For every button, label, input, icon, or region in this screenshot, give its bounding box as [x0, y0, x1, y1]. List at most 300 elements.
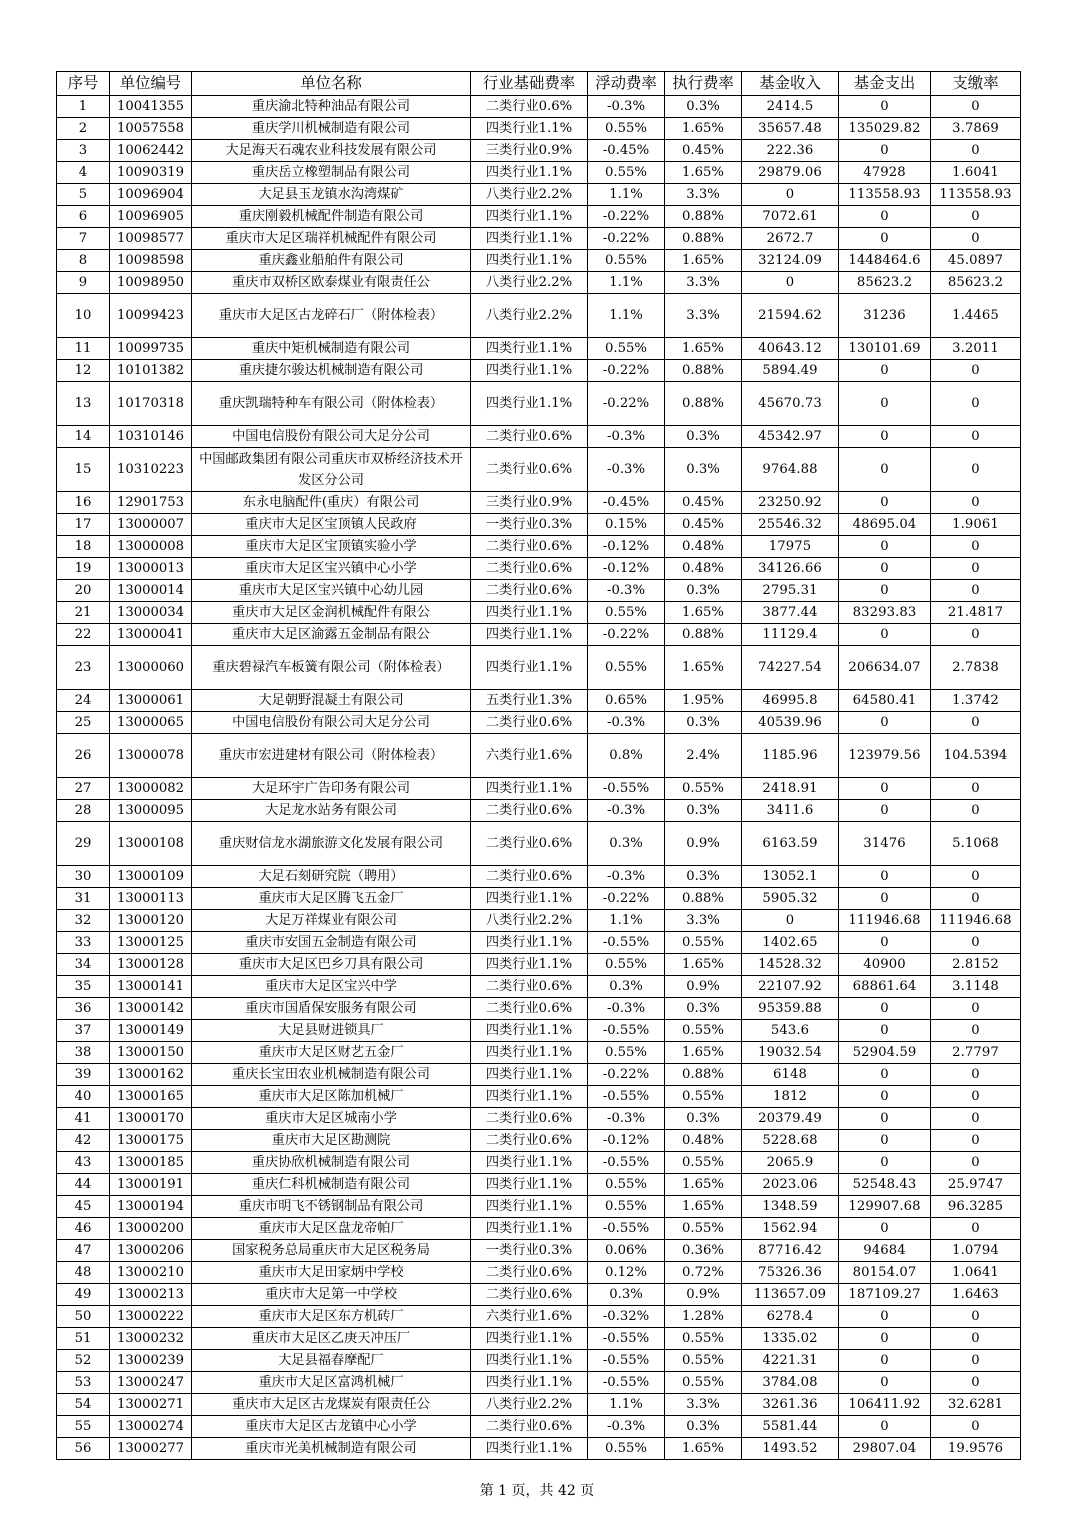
table-row [57, 1438, 1021, 1460]
table-row [57, 338, 1021, 360]
cell-base-rate: 二类行业0.6% [471, 976, 588, 998]
cell-payout-ratio: 0 [931, 866, 1021, 888]
cell-fund-expense: 47928 [839, 162, 931, 184]
cell-unit-code: 13000108 [110, 822, 192, 866]
cell-fund-income: 5228.68 [742, 1130, 839, 1152]
cell-unit-code: 10310223 [110, 448, 192, 492]
cell-floating-rate: -0.3% [588, 1416, 665, 1438]
cell-applied-rate: 0.55% [665, 1086, 742, 1108]
table-row [57, 448, 1021, 492]
cell-base-rate: 六类行业1.6% [471, 1306, 588, 1328]
cell-base-rate: 四类行业1.1% [471, 1328, 588, 1350]
cell-unit-name: 重庆市大足区陈加机械厂 [192, 1086, 471, 1108]
cell-floating-rate: -0.55% [588, 1328, 665, 1350]
cell-unit-name: 大足县财进锁具厂 [192, 1020, 471, 1042]
cell-unit-name: 重庆市双桥区欧泰煤业有限责任公 [192, 272, 471, 294]
cell-applied-rate: 1.65% [665, 118, 742, 140]
cell-applied-rate: 3.3% [665, 272, 742, 294]
table-row [57, 1086, 1021, 1108]
cell-payout-ratio: 0 [931, 140, 1021, 162]
cell-fund-income: 40643.12 [742, 338, 839, 360]
cell-index: 54 [57, 1394, 110, 1416]
cell-unit-name: 重庆市大足区东方机砖厂 [192, 1306, 471, 1328]
cell-index: 20 [57, 580, 110, 602]
cell-unit-code: 13000014 [110, 580, 192, 602]
cell-fund-income: 13052.1 [742, 866, 839, 888]
cell-fund-expense: 48695.04 [839, 514, 931, 536]
cell-floating-rate: -0.45% [588, 140, 665, 162]
cell-applied-rate: 0.88% [665, 1064, 742, 1086]
cell-unit-code: 10090319 [110, 162, 192, 184]
cell-applied-rate: 0.55% [665, 1218, 742, 1240]
cell-applied-rate: 0.45% [665, 492, 742, 514]
cell-index: 53 [57, 1372, 110, 1394]
cell-index: 19 [57, 558, 110, 580]
cell-fund-income: 6278.4 [742, 1306, 839, 1328]
cell-unit-code: 13000210 [110, 1262, 192, 1284]
cell-applied-rate: 0.55% [665, 932, 742, 954]
cell-index: 45 [57, 1196, 110, 1218]
cell-fund-expense: 0 [839, 206, 931, 228]
cell-unit-name: 重庆岳立橡塑制品有限公司 [192, 162, 471, 184]
cell-index: 10 [57, 294, 110, 338]
cell-payout-ratio: 1.9061 [931, 514, 1021, 536]
cell-unit-code: 13000113 [110, 888, 192, 910]
cell-floating-rate: 0.55% [588, 1042, 665, 1064]
cell-base-rate: 二类行业0.6% [471, 1284, 588, 1306]
cell-fund-income: 22107.92 [742, 976, 839, 998]
cell-applied-rate: 0.3% [665, 580, 742, 602]
cell-index: 7 [57, 228, 110, 250]
cell-base-rate: 四类行业1.1% [471, 1174, 588, 1196]
cell-payout-ratio: 0 [931, 778, 1021, 800]
cell-applied-rate: 0.88% [665, 888, 742, 910]
cell-floating-rate: 0.55% [588, 954, 665, 976]
cell-base-rate: 四类行业1.1% [471, 250, 588, 272]
table-row [57, 1416, 1021, 1438]
cell-floating-rate: 0.3% [588, 976, 665, 998]
cell-base-rate: 四类行业1.1% [471, 954, 588, 976]
cell-fund-income: 32124.09 [742, 250, 839, 272]
cell-fund-expense: 0 [839, 800, 931, 822]
cell-applied-rate: 1.65% [665, 250, 742, 272]
table-row [57, 1174, 1021, 1196]
header-fund-expense: 基金支出 [839, 72, 931, 96]
cell-applied-rate: 0.72% [665, 1262, 742, 1284]
cell-payout-ratio: 0 [931, 1306, 1021, 1328]
cell-payout-ratio: 0 [931, 558, 1021, 580]
cell-unit-code: 13000095 [110, 800, 192, 822]
cell-fund-income: 45670.73 [742, 382, 839, 426]
cell-fund-income: 6148 [742, 1064, 839, 1086]
cell-unit-name: 重庆仁科机械制造有限公司 [192, 1174, 471, 1196]
cell-fund-expense: 0 [839, 778, 931, 800]
cell-payout-ratio: 1.4465 [931, 294, 1021, 338]
cell-fund-income: 2418.91 [742, 778, 839, 800]
cell-fund-expense: 83293.83 [839, 602, 931, 624]
cell-applied-rate: 2.4% [665, 734, 742, 778]
table-row [57, 1262, 1021, 1284]
cell-unit-name: 重庆市光美机械制造有限公司 [192, 1438, 471, 1460]
cell-index: 29 [57, 822, 110, 866]
cell-fund-income: 2795.31 [742, 580, 839, 602]
cell-base-rate: 四类行业1.1% [471, 624, 588, 646]
cell-payout-ratio: 3.7869 [931, 118, 1021, 140]
cell-base-rate: 二类行业0.6% [471, 1262, 588, 1284]
cell-floating-rate: -0.12% [588, 1130, 665, 1152]
cell-base-rate: 八类行业2.2% [471, 294, 588, 338]
cell-index: 24 [57, 690, 110, 712]
cell-index: 18 [57, 536, 110, 558]
cell-floating-rate: -0.55% [588, 1020, 665, 1042]
cell-unit-code: 13000162 [110, 1064, 192, 1086]
cell-base-rate: 二类行业0.6% [471, 800, 588, 822]
header-floating-rate: 浮动费率 [588, 72, 665, 96]
header-applied-rate: 执行费率 [665, 72, 742, 96]
cell-index: 8 [57, 250, 110, 272]
cell-payout-ratio: 3.2011 [931, 338, 1021, 360]
cell-base-rate: 四类行业1.1% [471, 1020, 588, 1042]
cell-floating-rate: -0.12% [588, 536, 665, 558]
cell-index: 9 [57, 272, 110, 294]
cell-fund-expense: 111946.68 [839, 910, 931, 932]
cell-base-rate: 三类行业0.9% [471, 140, 588, 162]
cell-unit-code: 10062442 [110, 140, 192, 162]
cell-base-rate: 二类行业0.6% [471, 580, 588, 602]
cell-unit-code: 13000060 [110, 646, 192, 690]
cell-fund-expense: 0 [839, 1328, 931, 1350]
cell-fund-income: 1348.59 [742, 1196, 839, 1218]
cell-fund-expense: 0 [839, 1064, 931, 1086]
cell-applied-rate: 1.65% [665, 162, 742, 184]
cell-index: 28 [57, 800, 110, 822]
cell-base-rate: 四类行业1.1% [471, 932, 588, 954]
cell-applied-rate: 0.88% [665, 624, 742, 646]
cell-payout-ratio: 111946.68 [931, 910, 1021, 932]
table-row [57, 866, 1021, 888]
cell-payout-ratio: 0 [931, 360, 1021, 382]
cell-index: 44 [57, 1174, 110, 1196]
cell-unit-code: 13000206 [110, 1240, 192, 1262]
cell-unit-name: 重庆渝北特种油品有限公司 [192, 96, 471, 118]
cell-base-rate: 三类行业0.9% [471, 492, 588, 514]
cell-fund-income: 95359.88 [742, 998, 839, 1020]
cell-floating-rate: -0.55% [588, 1152, 665, 1174]
cell-unit-name: 重庆市明飞不锈钢制品有限公司 [192, 1196, 471, 1218]
cell-floating-rate: 0.55% [588, 162, 665, 184]
cell-fund-income: 543.6 [742, 1020, 839, 1042]
cell-fund-expense: 0 [839, 866, 931, 888]
cell-unit-code: 13000125 [110, 932, 192, 954]
cell-base-rate: 二类行业0.6% [471, 1130, 588, 1152]
cell-unit-name: 重庆市大足区城南小学 [192, 1108, 471, 1130]
table-row [57, 1042, 1021, 1064]
cell-unit-name: 重庆市大足第一中学校 [192, 1284, 471, 1306]
cell-payout-ratio: 3.1148 [931, 976, 1021, 998]
cell-unit-code: 10041355 [110, 96, 192, 118]
cell-index: 36 [57, 998, 110, 1020]
cell-index: 56 [57, 1438, 110, 1460]
cell-unit-code: 13000271 [110, 1394, 192, 1416]
cell-index: 14 [57, 426, 110, 448]
cell-fund-expense: 106411.92 [839, 1394, 931, 1416]
cell-floating-rate: -0.55% [588, 1086, 665, 1108]
table-row [57, 602, 1021, 624]
cell-floating-rate: 1.1% [588, 272, 665, 294]
table-row [57, 228, 1021, 250]
cell-payout-ratio: 0 [931, 1020, 1021, 1042]
cell-index: 4 [57, 162, 110, 184]
cell-base-rate: 四类行业1.1% [471, 206, 588, 228]
cell-unit-name: 大足朝野混凝土有限公司 [192, 690, 471, 712]
cell-unit-code: 13000175 [110, 1130, 192, 1152]
cell-unit-name: 重庆市大足区古龙碎石厂（附体检表） [192, 294, 471, 338]
cell-index: 23 [57, 646, 110, 690]
cell-index: 22 [57, 624, 110, 646]
header-payout-ratio: 支缴率 [931, 72, 1021, 96]
cell-payout-ratio: 5.1068 [931, 822, 1021, 866]
header-unit-code: 单位编号 [110, 72, 192, 96]
cell-floating-rate: -0.22% [588, 888, 665, 910]
cell-fund-income: 14528.32 [742, 954, 839, 976]
cell-base-rate: 四类行业1.1% [471, 1042, 588, 1064]
cell-fund-expense: 29807.04 [839, 1438, 931, 1460]
cell-fund-income: 20379.49 [742, 1108, 839, 1130]
table-row [57, 1394, 1021, 1416]
cell-index: 2 [57, 118, 110, 140]
cell-base-rate: 二类行业0.6% [471, 1108, 588, 1130]
cell-fund-income: 5894.49 [742, 360, 839, 382]
cell-fund-income: 6163.59 [742, 822, 839, 866]
cell-fund-income: 2672.7 [742, 228, 839, 250]
cell-base-rate: 一类行业0.3% [471, 1240, 588, 1262]
cell-index: 27 [57, 778, 110, 800]
cell-fund-income: 11129.4 [742, 624, 839, 646]
cell-payout-ratio: 0 [931, 624, 1021, 646]
cell-fund-income: 46995.8 [742, 690, 839, 712]
table-row [57, 932, 1021, 954]
cell-base-rate: 二类行业0.6% [471, 536, 588, 558]
cell-fund-income: 21594.62 [742, 294, 839, 338]
cell-unit-name: 重庆市安国五金制造有限公司 [192, 932, 471, 954]
cell-payout-ratio: 0 [931, 1218, 1021, 1240]
table-row [57, 360, 1021, 382]
cell-fund-income: 74227.54 [742, 646, 839, 690]
cell-unit-code: 13000150 [110, 1042, 192, 1064]
cell-unit-code: 10098950 [110, 272, 192, 294]
cell-payout-ratio: 0 [931, 998, 1021, 1020]
cell-applied-rate: 1.65% [665, 646, 742, 690]
cell-fund-expense: 52548.43 [839, 1174, 931, 1196]
table-row [57, 800, 1021, 822]
header-fund-income: 基金收入 [742, 72, 839, 96]
table-row [57, 162, 1021, 184]
cell-payout-ratio: 0 [931, 1350, 1021, 1372]
cell-index: 48 [57, 1262, 110, 1284]
cell-unit-name: 重庆财信龙水湖旅游文化发展有限公司 [192, 822, 471, 866]
cell-floating-rate: -0.22% [588, 360, 665, 382]
cell-fund-expense: 31476 [839, 822, 931, 866]
cell-fund-expense: 0 [839, 1372, 931, 1394]
cell-index: 13 [57, 382, 110, 426]
cell-applied-rate: 3.3% [665, 1394, 742, 1416]
cell-unit-name: 大足海天石魂农业科技发展有限公司 [192, 140, 471, 162]
cell-unit-code: 13000170 [110, 1108, 192, 1130]
cell-fund-expense: 187109.27 [839, 1284, 931, 1306]
cell-floating-rate: -0.22% [588, 382, 665, 426]
cell-unit-code: 13000142 [110, 998, 192, 1020]
cell-unit-code: 10101382 [110, 360, 192, 382]
cell-fund-expense: 113558.93 [839, 184, 931, 206]
cell-fund-income: 4221.31 [742, 1350, 839, 1372]
cell-floating-rate: -0.55% [588, 778, 665, 800]
table-row [57, 976, 1021, 998]
cell-payout-ratio: 1.0794 [931, 1240, 1021, 1262]
cell-base-rate: 二类行业0.6% [471, 998, 588, 1020]
cell-payout-ratio: 0 [931, 492, 1021, 514]
cell-payout-ratio: 85623.2 [931, 272, 1021, 294]
cell-unit-name: 大足环宇广告印务有限公司 [192, 778, 471, 800]
cell-base-rate: 二类行业0.6% [471, 712, 588, 734]
cell-applied-rate: 1.65% [665, 1042, 742, 1064]
cell-payout-ratio: 0 [931, 382, 1021, 426]
cell-payout-ratio: 104.5394 [931, 734, 1021, 778]
cell-base-rate: 八类行业2.2% [471, 272, 588, 294]
cell-base-rate: 二类行业0.6% [471, 96, 588, 118]
cell-unit-name: 重庆市大足区富鸿机械厂 [192, 1372, 471, 1394]
cell-applied-rate: 0.88% [665, 360, 742, 382]
cell-unit-name: 重庆市大足区古龙煤炭有限责任公 [192, 1394, 471, 1416]
cell-unit-code: 13000013 [110, 558, 192, 580]
cell-payout-ratio: 45.0897 [931, 250, 1021, 272]
cell-applied-rate: 0.3% [665, 998, 742, 1020]
cell-unit-name: 重庆市大足区宝兴镇中心幼儿园 [192, 580, 471, 602]
cell-index: 26 [57, 734, 110, 778]
cell-floating-rate: -0.32% [588, 1306, 665, 1328]
cell-floating-rate: 0.65% [588, 690, 665, 712]
cell-unit-code: 13000065 [110, 712, 192, 734]
cell-base-rate: 四类行业1.1% [471, 1152, 588, 1174]
cell-unit-code: 13000232 [110, 1328, 192, 1350]
table-row [57, 1064, 1021, 1086]
cell-base-rate: 六类行业1.6% [471, 734, 588, 778]
cell-floating-rate: 0.55% [588, 338, 665, 360]
cell-floating-rate: -0.3% [588, 800, 665, 822]
page-footer: 第 1 页，共 42 页 [479, 1483, 595, 1499]
cell-unit-code: 13000034 [110, 602, 192, 624]
cell-payout-ratio: 0 [931, 932, 1021, 954]
cell-fund-income: 0 [742, 272, 839, 294]
cell-unit-code: 13000277 [110, 1438, 192, 1460]
cell-base-rate: 五类行业1.3% [471, 690, 588, 712]
cell-fund-expense: 123979.56 [839, 734, 931, 778]
cell-base-rate: 四类行业1.1% [471, 602, 588, 624]
table-row [57, 1130, 1021, 1152]
cell-index: 25 [57, 712, 110, 734]
cell-fund-expense: 0 [839, 140, 931, 162]
cell-fund-income: 3261.36 [742, 1394, 839, 1416]
cell-base-rate: 四类行业1.1% [471, 118, 588, 140]
cell-unit-name: 重庆市国盾保安服务有限公司 [192, 998, 471, 1020]
cell-fund-expense: 85623.2 [839, 272, 931, 294]
table-row [57, 1108, 1021, 1130]
cell-floating-rate: -0.22% [588, 1064, 665, 1086]
cell-fund-income: 0 [742, 910, 839, 932]
cell-fund-expense: 0 [839, 1108, 931, 1130]
cell-applied-rate: 0.55% [665, 1152, 742, 1174]
cell-index: 32 [57, 910, 110, 932]
cell-unit-code: 13000128 [110, 954, 192, 976]
cell-unit-code: 12901753 [110, 492, 192, 514]
cell-base-rate: 四类行业1.1% [471, 888, 588, 910]
cell-index: 12 [57, 360, 110, 382]
cell-fund-income: 2023.06 [742, 1174, 839, 1196]
cell-fund-income: 1812 [742, 1086, 839, 1108]
cell-applied-rate: 0.9% [665, 1284, 742, 1306]
cell-unit-code: 13000008 [110, 536, 192, 558]
cell-index: 37 [57, 1020, 110, 1042]
table-row [57, 646, 1021, 690]
cell-applied-rate: 0.88% [665, 206, 742, 228]
cell-unit-name: 大足县福春摩配厂 [192, 1350, 471, 1372]
cell-fund-income: 1562.94 [742, 1218, 839, 1240]
cell-index: 17 [57, 514, 110, 536]
cell-base-rate: 二类行业0.6% [471, 1416, 588, 1438]
cell-fund-expense: 0 [839, 932, 931, 954]
cell-payout-ratio: 0 [931, 1064, 1021, 1086]
cell-applied-rate: 1.65% [665, 1174, 742, 1196]
cell-fund-income: 23250.92 [742, 492, 839, 514]
cell-fund-expense: 94684 [839, 1240, 931, 1262]
cell-unit-name: 中国邮政集团有限公司重庆市双桥经济技术开发区分公司 [192, 448, 471, 492]
cell-unit-code: 10096905 [110, 206, 192, 228]
cell-fund-income: 0 [742, 184, 839, 206]
cell-fund-income: 5905.32 [742, 888, 839, 910]
cell-applied-rate: 0.3% [665, 448, 742, 492]
cell-base-rate: 二类行业0.6% [471, 426, 588, 448]
cell-unit-name: 重庆市大足区腾飞五金厂 [192, 888, 471, 910]
cell-base-rate: 八类行业2.2% [471, 1394, 588, 1416]
table-row [57, 250, 1021, 272]
table-row [57, 1284, 1021, 1306]
table-row [57, 1372, 1021, 1394]
cell-applied-rate: 0.55% [665, 1020, 742, 1042]
cell-index: 41 [57, 1108, 110, 1130]
cell-applied-rate: 3.3% [665, 294, 742, 338]
cell-applied-rate: 0.3% [665, 712, 742, 734]
cell-base-rate: 四类行业1.1% [471, 1064, 588, 1086]
cell-fund-income: 35657.48 [742, 118, 839, 140]
table-row [57, 140, 1021, 162]
cell-unit-name: 大足龙水站务有限公司 [192, 800, 471, 822]
cell-index: 50 [57, 1306, 110, 1328]
cell-applied-rate: 3.3% [665, 910, 742, 932]
cell-fund-expense: 0 [839, 998, 931, 1020]
cell-unit-name: 重庆长宝田农业机械制造有限公司 [192, 1064, 471, 1086]
cell-unit-code: 10099423 [110, 294, 192, 338]
table-row [57, 1328, 1021, 1350]
cell-base-rate: 四类行业1.1% [471, 646, 588, 690]
cell-unit-name: 重庆刚毅机械配件制造有限公司 [192, 206, 471, 228]
cell-floating-rate: 0.8% [588, 734, 665, 778]
cell-fund-income: 1335.02 [742, 1328, 839, 1350]
cell-applied-rate: 1.28% [665, 1306, 742, 1328]
cell-fund-expense: 129907.68 [839, 1196, 931, 1218]
cell-fund-expense: 0 [839, 1130, 931, 1152]
cell-unit-code: 13000274 [110, 1416, 192, 1438]
cell-base-rate: 四类行业1.1% [471, 162, 588, 184]
cell-floating-rate: 0.55% [588, 1196, 665, 1218]
